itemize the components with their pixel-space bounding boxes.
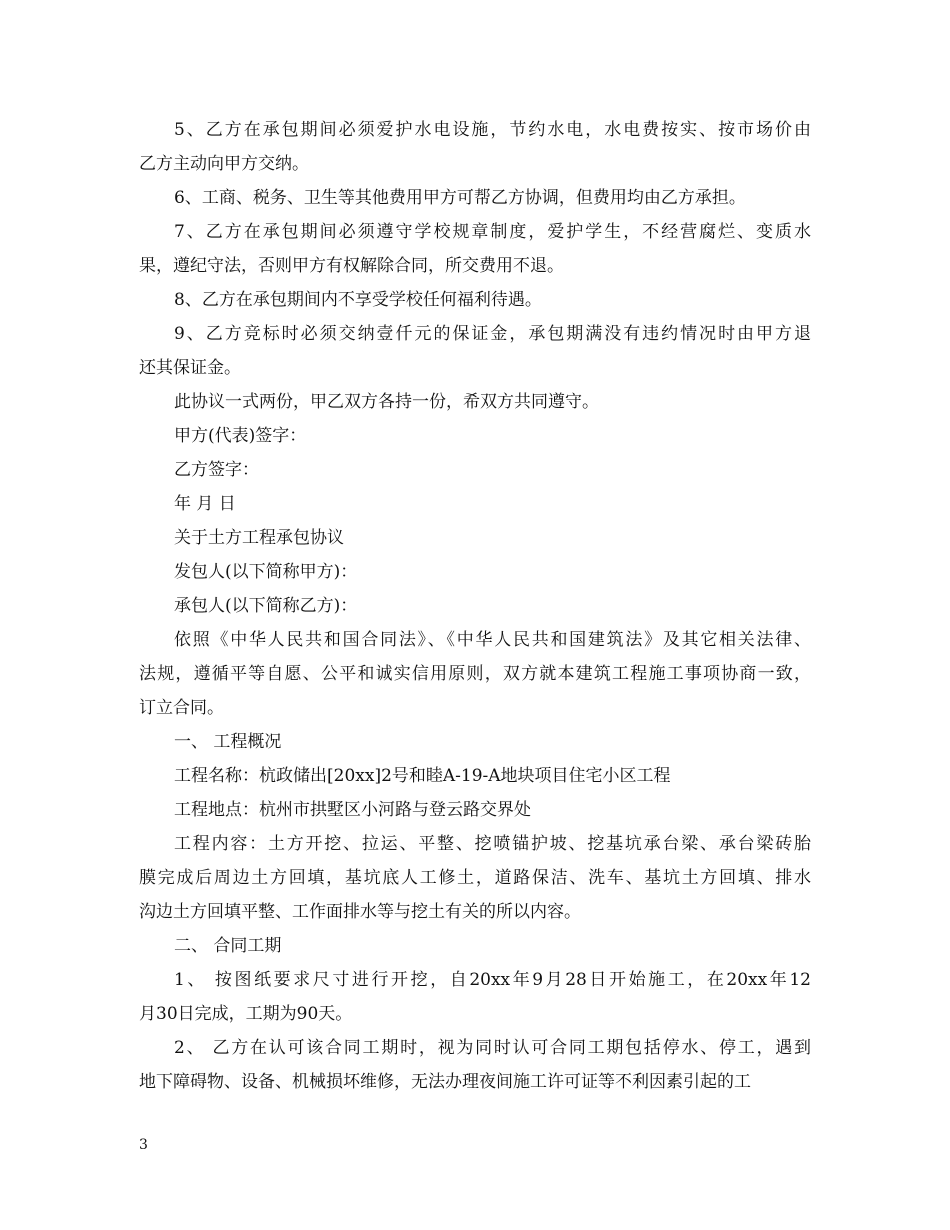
paragraph-continuation-line: 订立合同。 [139,698,224,718]
paragraph-line: 2、 乙方在认可该合同工期时，视为同时认可合同工期包括停水、停工，遇到 [174,1038,811,1058]
paragraph-line: 年 月 日 [174,494,236,514]
paragraph-line: 二、 合同工期 [174,936,282,956]
paragraph-line: 一、 工程概况 [174,732,282,752]
paragraph-line: 乙方签字： [174,460,259,480]
paragraph-line: 工程名称：杭政储出[20xx]2号和睦A-19-A地块项目住宅小区工程 [174,766,671,786]
paragraph-continuation-line: 膜完成后周边土方回填，基坑底人工修土，道路保洁、洗车、基坑土方回填、排水 [139,868,811,888]
paragraph-continuation-line: 地下障碍物、设备、机械损坏维修，无法办理夜间施工许可证等不利因素引起的工 [139,1072,751,1092]
paragraph-continuation-line: 月30日完成，工期为90天。 [139,1004,353,1024]
page-number: 3 [139,1137,148,1153]
paragraph-line: 此协议一式两份，甲乙双方各持一份，希双方共同遵守。 [174,392,599,412]
paragraph-continuation-line: 法规，遵循平等自愿、公平和诚实信用原则，双方就本建筑工程施工事项协商一致， [139,664,811,684]
paragraph-continuation-line: 还其保证金。 [139,358,241,378]
paragraph-line: 工程内容：土方开挖、拉运、平整、挖喷锚护坡、挖基坑承台梁、承台梁砖胎 [174,834,811,854]
paragraph-line: 承包人(以下简称乙方)： [174,596,358,616]
paragraph-line: 工程地点：杭州市拱墅区小河路与登云路交界处 [174,800,531,820]
paragraph-line: 依照《中华人民共和国合同法》、《中华人民共和国建筑法》及其它相关法律、 [174,630,811,650]
paragraph-line: 9、乙方竞标时必须交纳壹仟元的保证金，承包期满没有违约情况时由甲方退 [174,324,811,344]
paragraph-line: 发包人(以下简称甲方)： [174,562,358,582]
paragraph-line: 关于土方工程承包协议 [174,528,344,548]
paragraph-line: 5、乙方在承包期间必须爱护水电设施，节约水电，水电费按实、按市场价由 [174,120,811,140]
document-body [139,113,811,1099]
paragraph-continuation-line: 果，遵纪守法，否则甲方有权解除合同，所交费用不退。 [139,256,564,276]
paragraph-line: 6、工商、税务、卫生等其他费用甲方可帮乙方协调，但费用均由乙方承担。 [174,188,746,208]
paragraph-line: 1、 按图纸要求尺寸进行开挖，自20xx年9月28日开始施工，在20xx年12 [174,970,811,990]
paragraph-line: 7、乙方在承包期间必须遵守学校规章制度，爱护学生，不经营腐烂、变质水 [174,222,811,242]
paragraph-line: 8、乙方在承包期间内不享受学校任何福利待遇。 [174,290,542,310]
paragraph-continuation-line: 乙方主动向甲方交纳。 [139,154,309,174]
paragraph-continuation-line: 沟边土方回填平整、工作面排水等与挖土有关的所以内容。 [139,902,581,922]
paragraph-line: 甲方(代表)签字： [174,426,307,446]
